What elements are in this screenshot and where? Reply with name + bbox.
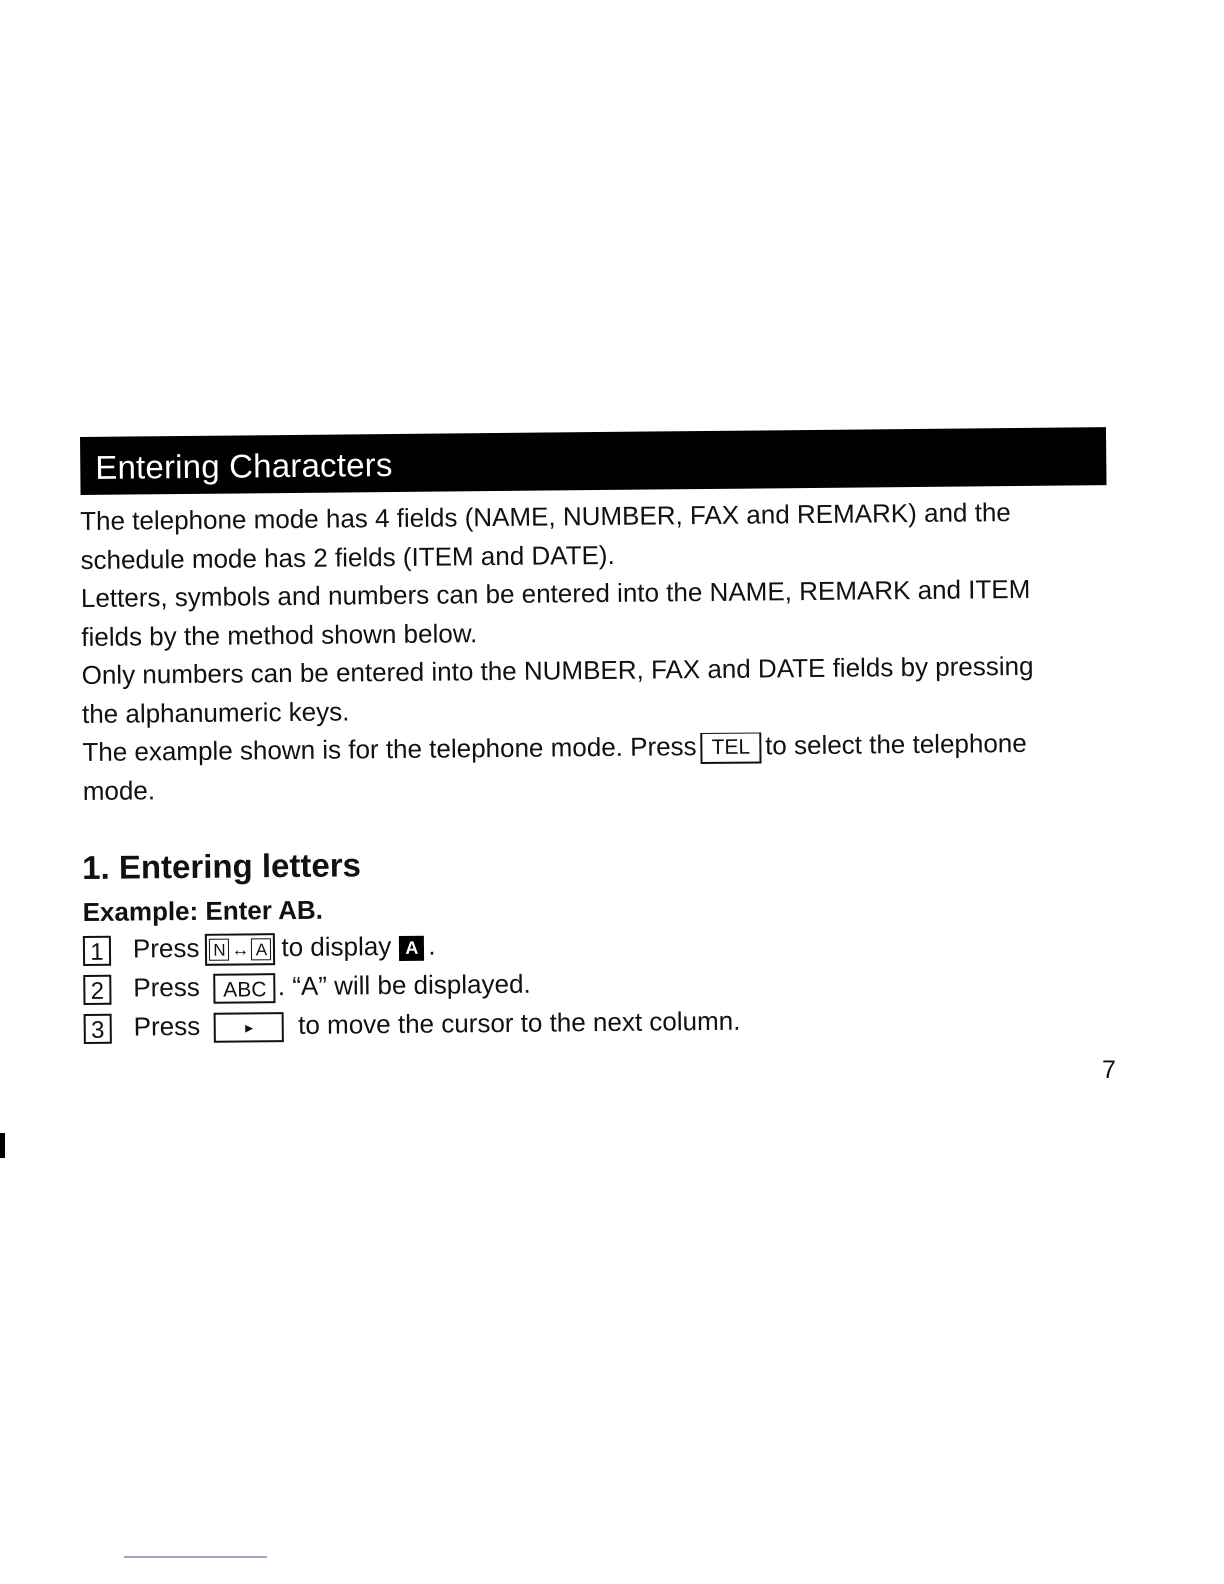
alpha-mode-indicator-icon: A (399, 935, 424, 960)
intro-text (80, 492, 1133, 810)
mode-toggle-key-icon (205, 933, 275, 966)
step-press-text: Press (132, 932, 200, 964)
paragraph-line: mode. (82, 774, 156, 806)
double-arrow-icon: ↔ (231, 939, 250, 960)
section-title: Entering Characters (95, 446, 393, 486)
paragraph-text: to select the telephone (764, 727, 1027, 761)
paragraph-line: Letters, symbols and numbers can be entered into the NAME, REMARK and ITEM (80, 573, 1031, 613)
step-number-badge: 2 (83, 975, 111, 1005)
key-a-label: A (251, 938, 271, 960)
step-text: to move the cursor to the next column. (298, 1005, 741, 1040)
section-header-bar (80, 427, 1107, 495)
step-number-badge: 3 (84, 1014, 112, 1044)
tel-key-icon: TEL (700, 732, 761, 764)
paragraph-line: Only numbers can be entered into the NUMBER, FAX and DATE fields by pressing (81, 650, 1034, 690)
step-press-text: Press (133, 1010, 201, 1042)
paragraph-text: The example shown is for the telephone mode. Press (82, 731, 697, 767)
step-press-text: Press (133, 971, 200, 1003)
paragraph-line: fields by the method shown below. (81, 617, 478, 652)
bottom-rule (124, 1556, 267, 1558)
step-number-badge: 1 (83, 936, 111, 966)
key-n-label: N (209, 939, 229, 961)
paragraph-line: the alphanumeric keys. (81, 695, 350, 729)
step-tail: . (428, 930, 436, 961)
entering-letters-section (82, 838, 1134, 1047)
subsection-heading: 1. Entering letters (82, 846, 362, 886)
paragraph-line: The telephone mode has 4 fields (NAME, NUMBER, FAX and REMARK) and the (80, 497, 1011, 536)
abc-key-icon: ABC (214, 973, 276, 1004)
right-arrow-key-icon: ► (214, 1012, 284, 1043)
paragraph-line: schedule mode has 2 fields (ITEM and DATE). (80, 539, 615, 575)
example-label: Example: Enter AB. (82, 894, 324, 927)
step-text: . “A” will be displayed. (277, 968, 531, 1002)
step-text: to display (281, 931, 392, 963)
scan-edge-mark (0, 1133, 5, 1158)
page-number: 7 (1102, 1056, 1116, 1084)
